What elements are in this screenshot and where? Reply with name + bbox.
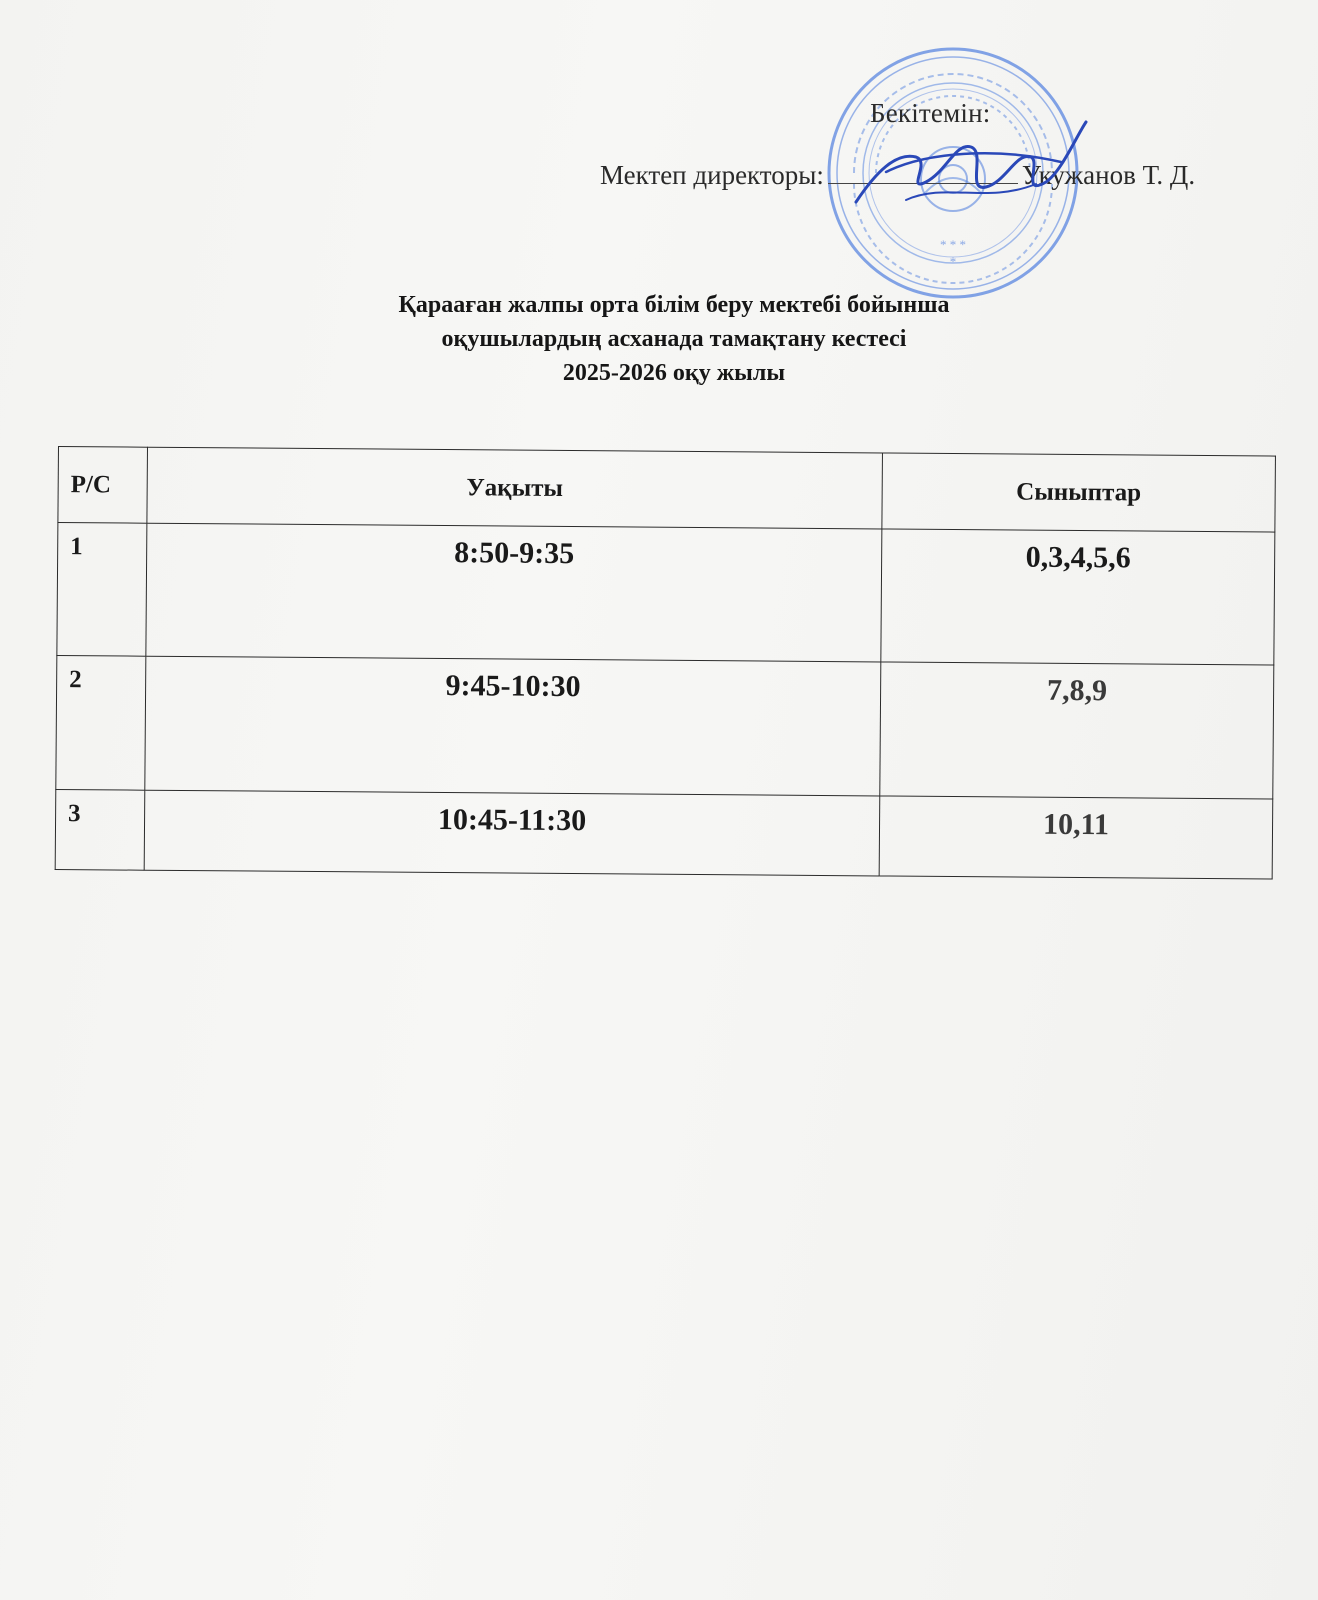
row-classes: 0,3,4,5,6 [881,529,1275,665]
row-number: 3 [55,789,145,870]
header-time: Уақыты [147,447,883,529]
approval-heading: Бекітемін: [870,98,991,128]
row-time: 8:50-9:35 [146,523,882,662]
meal-schedule-table [55,446,1276,880]
document-title [0,288,1318,390]
table-header-row [58,447,1276,533]
director-label: Мектеп директоры: [600,160,824,190]
svg-text:* * *: * * * [940,237,966,252]
row-number: 2 [56,656,146,790]
svg-text:*: * [949,254,957,269]
title-line-2: оқушылардың асханада тамақтану кестесі [441,326,907,352]
table-row [55,789,1273,879]
title-line-3: 2025-2026 оқу жылы [562,360,786,386]
handwritten-signature-icon [846,112,1096,222]
director-name: Укужанов Т. Д. [1021,160,1196,190]
title-line-1: Қарааған жалпы орта білім беру мектебі бойынша [398,292,950,318]
table-row [56,656,1274,799]
row-time: 9:45-10:30 [145,657,881,796]
header-number: Р/С [58,447,148,524]
row-number: 1 [57,523,147,657]
row-classes: 7,8,9 [880,662,1274,798]
table-row [57,523,1275,666]
row-time: 10:45-11:30 [144,790,880,876]
header-classes: Сыныптар [882,453,1276,532]
row-classes: 10,11 [879,796,1273,879]
